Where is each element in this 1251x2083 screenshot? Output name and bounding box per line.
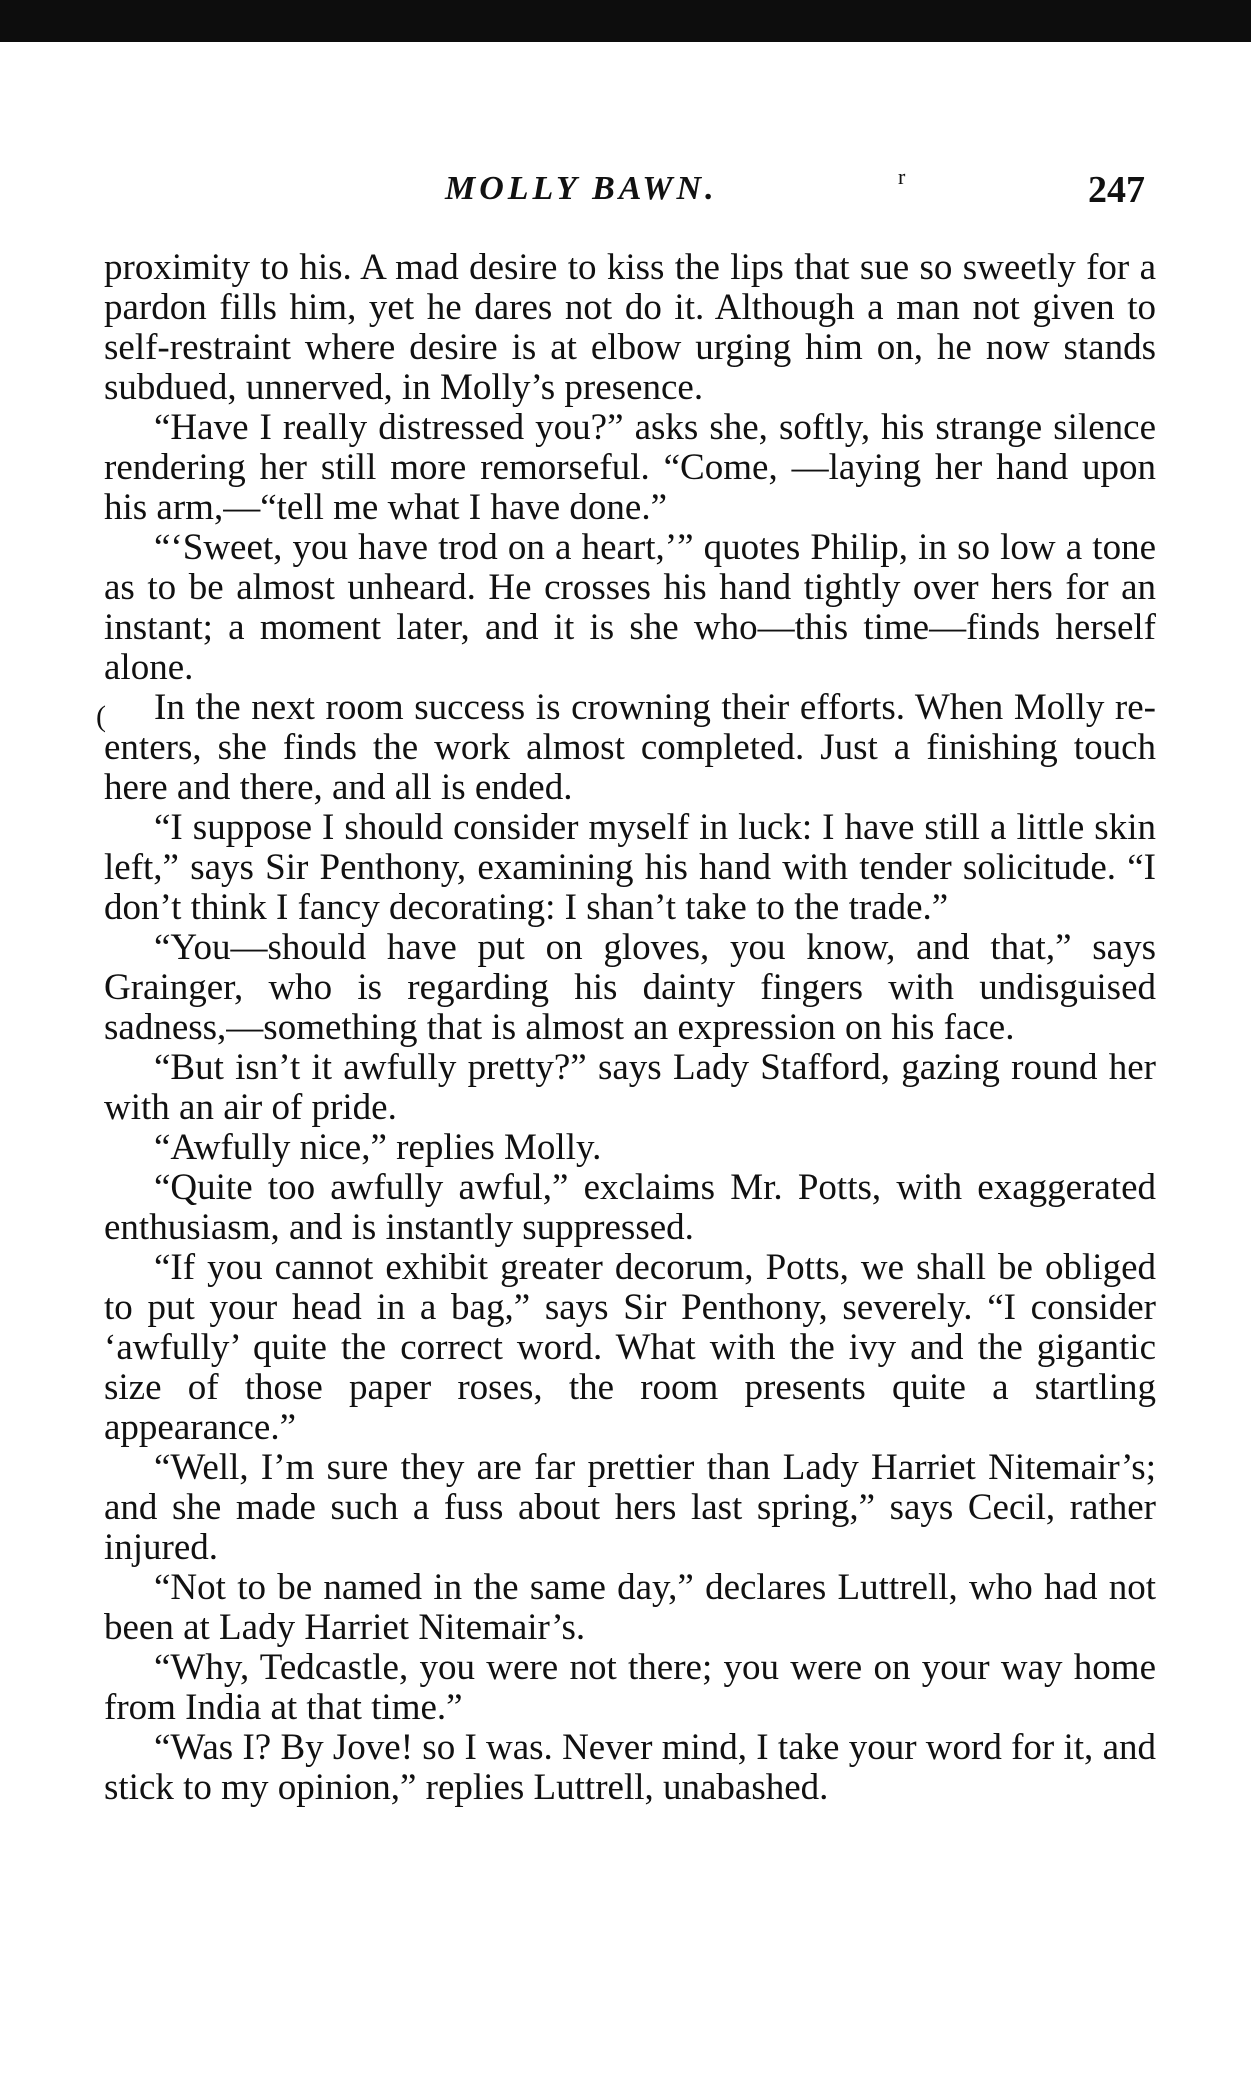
paragraph: “Have I really distressed you?” asks she, softly, his strange silence rendering her still more remorseful. “Come, —laying her hand upon his arm,—“tell me what I have done.” bbox=[104, 407, 1156, 528]
paragraph: In the next room success is crowning their efforts. When Molly re-enters, she finds the work almost completed. Just a finishing touch here and there, and all is ended. bbox=[104, 687, 1156, 808]
page-body-text bbox=[104, 248, 1156, 1808]
paragraph: “Quite too awfully awful,” exclaims Mr. Potts, with exaggerated enthusiasm, and is instantly suppressed. bbox=[104, 1167, 1156, 1248]
paragraph: “You—should have put on gloves, you know, and that,” says Grainger, who is regarding his dainty fingers with undisguised sadness,—something that is almost an expression on his face. bbox=[104, 927, 1156, 1048]
paragraph: “Not to be named in the same day,” declares Luttrell, who had not been at Lady Harriet Nitemair’s. bbox=[104, 1567, 1156, 1648]
margin-mark: ( bbox=[96, 700, 106, 733]
paragraph: “‘Sweet, you have trod on a heart,’” quotes Philip, in so low a tone as to be almost unheard. He crosses his hand tightly over hers for an instant; a moment later, and it is she who—this time—finds herself alone. bbox=[104, 527, 1156, 688]
paragraph: “Why, Tedcastle, you were not there; you were on your way home from India at that time.” bbox=[104, 1647, 1156, 1728]
page-number: 247 bbox=[1088, 169, 1145, 211]
paragraph: “If you cannot exhibit greater decorum, Potts, we shall be obliged to put your head in a bag,” says Sir Penthony, severely. “I consider ‘awfully’ quite the correct word. What with the ivy and the gigantic size of those paper roses, the room presents quite a startling appearance.” bbox=[104, 1247, 1156, 1448]
top-border-rule bbox=[0, 0, 1251, 42]
paragraph: “I suppose I should consider myself in luck: I have still a little skin left,” says Sir Penthony, examining his hand with tender solicitude. “I don’t think I fancy decorating: I shan’t take to the trade.” bbox=[104, 807, 1156, 928]
paragraph: “But isn’t it awfully pretty?” says Lady Stafford, gazing round her with an air of pride. bbox=[104, 1047, 1156, 1128]
paragraph: “Awfully nice,” replies Molly. bbox=[154, 1127, 602, 1168]
paragraph: “Well, I’m sure they are far prettier than Lady Harriet Nitemair’s; and she made such a fuss about hers last spring,” says Cecil, rather injured. bbox=[104, 1447, 1156, 1568]
paragraph-continued: proximity to his. A mad desire to kiss the lips that sue so sweetly for a pardon fills him, yet he dares not do it. Although a man not given to self-restraint where desire is at elbow urging him on, he now stands subdued, unnerved, in Molly’s presence. bbox=[104, 247, 1156, 408]
running-title: MOLLY BAWN. bbox=[445, 170, 718, 207]
running-header bbox=[0, 160, 1251, 220]
stray-print-mark: r bbox=[898, 164, 906, 189]
paragraph: “Was I? By Jove! so I was. Never mind, I take your word for it, and stick to my opinion,” replies Luttrell, unabashed. bbox=[104, 1727, 1156, 1808]
